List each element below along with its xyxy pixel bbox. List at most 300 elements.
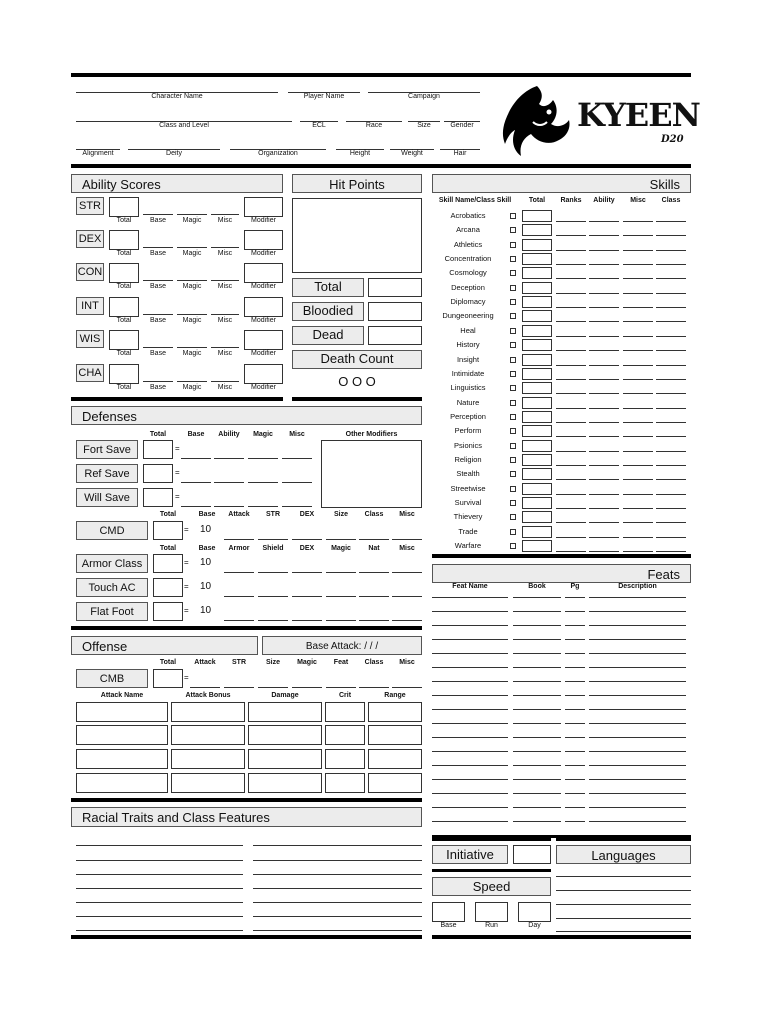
skill-religion-ranks[interactable] bbox=[556, 465, 586, 466]
feat-7-book[interactable] bbox=[513, 681, 561, 682]
attack-3-crit[interactable] bbox=[325, 749, 365, 769]
skill-diplomacy-misc[interactable] bbox=[623, 307, 653, 308]
attack-1-attack-bonus[interactable] bbox=[171, 702, 245, 722]
touch-ac-field-4[interactable] bbox=[359, 596, 389, 597]
skill-perception-class[interactable] bbox=[656, 422, 686, 423]
skill-streetwise-ability[interactable] bbox=[589, 494, 619, 495]
feat-11-book[interactable] bbox=[513, 737, 561, 738]
skill-nature-ability[interactable] bbox=[589, 408, 619, 409]
skill-religion-ability[interactable] bbox=[589, 465, 619, 466]
fort-save-ability[interactable] bbox=[214, 458, 244, 459]
skill-perception-ranks[interactable] bbox=[556, 422, 586, 423]
skill-diplomacy-ranks[interactable] bbox=[556, 307, 586, 308]
speed-run-input[interactable] bbox=[475, 902, 508, 922]
ability-str-modifier[interactable] bbox=[244, 197, 283, 217]
skill-insight-class-checkbox[interactable] bbox=[510, 357, 516, 363]
skill-history-ability[interactable] bbox=[589, 350, 619, 351]
skill-religion-total[interactable] bbox=[522, 454, 552, 466]
feat-13-pg[interactable] bbox=[565, 765, 585, 766]
ref-save-total[interactable] bbox=[143, 464, 173, 483]
ability-int-misc[interactable] bbox=[211, 314, 239, 315]
skill-intimidate-ability[interactable] bbox=[589, 379, 619, 380]
skill-linguistics-total[interactable] bbox=[522, 382, 552, 394]
feat-10-name[interactable] bbox=[432, 723, 508, 724]
feat-14-description[interactable] bbox=[589, 779, 686, 780]
skill-trade-class[interactable] bbox=[656, 537, 686, 538]
hp-dead-input[interactable] bbox=[368, 326, 422, 345]
skill-intimidate-ranks[interactable] bbox=[556, 379, 586, 380]
skill-perform-misc[interactable] bbox=[623, 436, 653, 437]
skill-trade-misc[interactable] bbox=[623, 537, 653, 538]
attack-3-attack-bonus[interactable] bbox=[171, 749, 245, 769]
speed-day-input[interactable] bbox=[518, 902, 551, 922]
cmd-field-0[interactable] bbox=[224, 539, 254, 540]
skill-linguistics-ranks[interactable] bbox=[556, 393, 586, 394]
attack-1-attack-name[interactable] bbox=[76, 702, 168, 722]
skill-survival-class-checkbox[interactable] bbox=[510, 500, 516, 506]
feat-12-description[interactable] bbox=[589, 751, 686, 752]
feat-8-book[interactable] bbox=[513, 695, 561, 696]
skill-acrobatics-ranks[interactable] bbox=[556, 221, 586, 222]
skill-insight-total[interactable] bbox=[522, 354, 552, 366]
ability-dex-magic[interactable] bbox=[177, 247, 207, 248]
racial-line-right-5[interactable] bbox=[253, 916, 422, 917]
skill-thievery-class[interactable] bbox=[656, 522, 686, 523]
skill-streetwise-ranks[interactable] bbox=[556, 494, 586, 495]
feat-15-pg[interactable] bbox=[565, 793, 585, 794]
skill-nature-class-checkbox[interactable] bbox=[510, 400, 516, 406]
attack-1-range[interactable] bbox=[368, 702, 422, 722]
skill-acrobatics-total[interactable] bbox=[522, 210, 552, 222]
feat-1-description[interactable] bbox=[589, 597, 686, 598]
feat-15-name[interactable] bbox=[432, 793, 508, 794]
feat-2-description[interactable] bbox=[589, 611, 686, 612]
skill-nature-ranks[interactable] bbox=[556, 408, 586, 409]
skill-insight-misc[interactable] bbox=[623, 365, 653, 366]
skill-survival-class[interactable] bbox=[656, 508, 686, 509]
ability-wis-magic[interactable] bbox=[177, 347, 207, 348]
fort-save-total[interactable] bbox=[143, 440, 173, 459]
skill-athletics-ranks[interactable] bbox=[556, 250, 586, 251]
armor-class-total[interactable] bbox=[153, 554, 183, 573]
skill-nature-total[interactable] bbox=[522, 397, 552, 409]
attack-4-range[interactable] bbox=[368, 773, 422, 793]
language-line-2[interactable] bbox=[556, 890, 691, 891]
skill-warfare-class-checkbox[interactable] bbox=[510, 543, 516, 549]
ability-cha-modifier[interactable] bbox=[244, 364, 283, 384]
skill-athletics-total[interactable] bbox=[522, 239, 552, 251]
touch-ac-field-2[interactable] bbox=[292, 596, 322, 597]
feat-15-book[interactable] bbox=[513, 793, 561, 794]
flat-foot-field-4[interactable] bbox=[359, 620, 389, 621]
attack-4-attack-bonus[interactable] bbox=[171, 773, 245, 793]
skill-perception-class-checkbox[interactable] bbox=[510, 414, 516, 420]
skill-perform-total[interactable] bbox=[522, 425, 552, 437]
skill-psionics-misc[interactable] bbox=[623, 451, 653, 452]
feat-14-name[interactable] bbox=[432, 779, 508, 780]
skill-thievery-class-checkbox[interactable] bbox=[510, 514, 516, 520]
skill-perform-class-checkbox[interactable] bbox=[510, 428, 516, 434]
will-save-total[interactable] bbox=[143, 488, 173, 507]
skill-perception-ability[interactable] bbox=[589, 422, 619, 423]
attack-3-range[interactable] bbox=[368, 749, 422, 769]
skill-dungeoneering-class-checkbox[interactable] bbox=[510, 313, 516, 319]
racial-line-left-1[interactable] bbox=[76, 860, 243, 861]
ability-cha-misc[interactable] bbox=[211, 381, 239, 382]
skill-stealth-ability[interactable] bbox=[589, 479, 619, 480]
skill-streetwise-total[interactable] bbox=[522, 483, 552, 495]
ability-int-modifier[interactable] bbox=[244, 297, 283, 317]
skill-streetwise-misc[interactable] bbox=[623, 494, 653, 495]
skill-intimidate-misc[interactable] bbox=[623, 379, 653, 380]
language-line-3[interactable] bbox=[556, 904, 691, 905]
skill-warfare-total[interactable] bbox=[522, 540, 552, 552]
skill-diplomacy-class[interactable] bbox=[656, 307, 686, 308]
attack-2-range[interactable] bbox=[368, 725, 422, 745]
skill-intimidate-class[interactable] bbox=[656, 379, 686, 380]
feat-1-name[interactable] bbox=[432, 597, 508, 598]
racial-line-right-4[interactable] bbox=[253, 902, 422, 903]
skill-dungeoneering-misc[interactable] bbox=[623, 321, 653, 322]
feat-10-description[interactable] bbox=[589, 723, 686, 724]
skill-stealth-ranks[interactable] bbox=[556, 479, 586, 480]
feat-12-name[interactable] bbox=[432, 751, 508, 752]
feat-17-book[interactable] bbox=[513, 821, 561, 822]
skill-deception-total[interactable] bbox=[522, 282, 552, 294]
skill-thievery-misc[interactable] bbox=[623, 522, 653, 523]
flat-foot-field-2[interactable] bbox=[292, 620, 322, 621]
skill-religion-misc[interactable] bbox=[623, 465, 653, 466]
ability-int-total[interactable] bbox=[109, 297, 139, 317]
feat-12-book[interactable] bbox=[513, 751, 561, 752]
ability-dex-misc[interactable] bbox=[211, 247, 239, 248]
feat-3-pg[interactable] bbox=[565, 625, 585, 626]
skill-trade-ability[interactable] bbox=[589, 537, 619, 538]
racial-line-left-2[interactable] bbox=[76, 874, 243, 875]
cmd-field-5[interactable] bbox=[392, 539, 422, 540]
skill-diplomacy-total[interactable] bbox=[522, 296, 552, 308]
skill-acrobatics-ability[interactable] bbox=[589, 221, 619, 222]
armor-class-field-4[interactable] bbox=[359, 572, 389, 573]
skill-nature-class[interactable] bbox=[656, 408, 686, 409]
attack-2-damage[interactable] bbox=[248, 725, 322, 745]
ability-con-total[interactable] bbox=[109, 263, 139, 283]
skill-insight-ability[interactable] bbox=[589, 365, 619, 366]
touch-ac-field-5[interactable] bbox=[392, 596, 422, 597]
will-save-misc[interactable] bbox=[282, 506, 312, 507]
feat-15-description[interactable] bbox=[589, 793, 686, 794]
hp-total-input[interactable] bbox=[368, 278, 422, 297]
skill-concentration-misc[interactable] bbox=[623, 264, 653, 265]
flat-foot-field-5[interactable] bbox=[392, 620, 422, 621]
language-line-4[interactable] bbox=[556, 918, 691, 919]
hit-points-box[interactable] bbox=[292, 198, 422, 273]
feat-7-pg[interactable] bbox=[565, 681, 585, 682]
skill-heal-ability[interactable] bbox=[589, 336, 619, 337]
feat-5-pg[interactable] bbox=[565, 653, 585, 654]
skill-linguistics-misc[interactable] bbox=[623, 393, 653, 394]
ability-int-magic[interactable] bbox=[177, 314, 207, 315]
feat-6-pg[interactable] bbox=[565, 667, 585, 668]
skill-linguistics-class-checkbox[interactable] bbox=[510, 385, 516, 391]
skill-dungeoneering-ability[interactable] bbox=[589, 321, 619, 322]
armor-class-field-5[interactable] bbox=[392, 572, 422, 573]
feat-13-book[interactable] bbox=[513, 765, 561, 766]
attack-4-damage[interactable] bbox=[248, 773, 322, 793]
skill-stealth-class-checkbox[interactable] bbox=[510, 471, 516, 477]
skill-acrobatics-class-checkbox[interactable] bbox=[510, 213, 516, 219]
skill-deception-ranks[interactable] bbox=[556, 293, 586, 294]
skill-stealth-total[interactable] bbox=[522, 468, 552, 480]
fort-save-magic[interactable] bbox=[248, 458, 278, 459]
skill-deception-class[interactable] bbox=[656, 293, 686, 294]
skill-heal-class[interactable] bbox=[656, 336, 686, 337]
skill-arcana-ability[interactable] bbox=[589, 235, 619, 236]
skill-thievery-total[interactable] bbox=[522, 511, 552, 523]
feat-6-book[interactable] bbox=[513, 667, 561, 668]
skill-concentration-total[interactable] bbox=[522, 253, 552, 265]
skill-perception-misc[interactable] bbox=[623, 422, 653, 423]
feat-10-pg[interactable] bbox=[565, 723, 585, 724]
skill-arcana-misc[interactable] bbox=[623, 235, 653, 236]
skill-trade-total[interactable] bbox=[522, 526, 552, 538]
feat-5-book[interactable] bbox=[513, 653, 561, 654]
ability-int-base[interactable] bbox=[143, 314, 173, 315]
skill-arcana-ranks[interactable] bbox=[556, 235, 586, 236]
hp-bloodied-input[interactable] bbox=[368, 302, 422, 321]
skill-history-class-checkbox[interactable] bbox=[510, 342, 516, 348]
initiative-input[interactable] bbox=[513, 845, 551, 864]
skill-psionics-ability[interactable] bbox=[589, 451, 619, 452]
skill-concentration-ability[interactable] bbox=[589, 264, 619, 265]
racial-line-left-4[interactable] bbox=[76, 902, 243, 903]
skill-trade-ranks[interactable] bbox=[556, 537, 586, 538]
ability-con-magic[interactable] bbox=[177, 280, 207, 281]
skill-nature-misc[interactable] bbox=[623, 408, 653, 409]
feat-10-book[interactable] bbox=[513, 723, 561, 724]
feat-8-pg[interactable] bbox=[565, 695, 585, 696]
feat-12-pg[interactable] bbox=[565, 751, 585, 752]
skill-survival-misc[interactable] bbox=[623, 508, 653, 509]
ability-con-base[interactable] bbox=[143, 280, 173, 281]
cmd-field-4[interactable] bbox=[359, 539, 389, 540]
skill-religion-class[interactable] bbox=[656, 465, 686, 466]
skill-concentration-class[interactable] bbox=[656, 264, 686, 265]
cmb-field-5[interactable] bbox=[359, 687, 389, 688]
skill-cosmology-misc[interactable] bbox=[623, 278, 653, 279]
will-save-magic[interactable] bbox=[248, 506, 278, 507]
skill-cosmology-total[interactable] bbox=[522, 267, 552, 279]
skill-history-total[interactable] bbox=[522, 339, 552, 351]
skill-intimidate-total[interactable] bbox=[522, 368, 552, 380]
skill-dungeoneering-total[interactable] bbox=[522, 310, 552, 322]
armor-class-field-0[interactable] bbox=[224, 572, 254, 573]
skill-warfare-misc[interactable] bbox=[623, 551, 653, 552]
racial-line-right-1[interactable] bbox=[253, 860, 422, 861]
attack-4-crit[interactable] bbox=[325, 773, 365, 793]
skill-arcana-class[interactable] bbox=[656, 235, 686, 236]
ability-wis-total[interactable] bbox=[109, 330, 139, 350]
skill-perform-ability[interactable] bbox=[589, 436, 619, 437]
skill-cosmology-ability[interactable] bbox=[589, 278, 619, 279]
skill-religion-class-checkbox[interactable] bbox=[510, 457, 516, 463]
ability-con-modifier[interactable] bbox=[244, 263, 283, 283]
skill-heal-ranks[interactable] bbox=[556, 336, 586, 337]
attack-3-damage[interactable] bbox=[248, 749, 322, 769]
skill-survival-ranks[interactable] bbox=[556, 508, 586, 509]
cmd-field-3[interactable] bbox=[326, 539, 356, 540]
touch-ac-field-0[interactable] bbox=[224, 596, 254, 597]
ability-cha-total[interactable] bbox=[109, 364, 139, 384]
racial-line-right-6[interactable] bbox=[253, 930, 422, 931]
skill-heal-total[interactable] bbox=[522, 325, 552, 337]
feat-16-book[interactable] bbox=[513, 807, 561, 808]
ability-dex-base[interactable] bbox=[143, 247, 173, 248]
skill-athletics-misc[interactable] bbox=[623, 250, 653, 251]
ability-str-misc[interactable] bbox=[211, 214, 239, 215]
skill-thievery-ability[interactable] bbox=[589, 522, 619, 523]
touch-ac-total[interactable] bbox=[153, 578, 183, 597]
ability-str-total[interactable] bbox=[109, 197, 139, 217]
cmb-field-2[interactable] bbox=[258, 687, 288, 688]
feat-4-name[interactable] bbox=[432, 639, 508, 640]
skill-deception-class-checkbox[interactable] bbox=[510, 285, 516, 291]
feat-8-description[interactable] bbox=[589, 695, 686, 696]
feat-16-pg[interactable] bbox=[565, 807, 585, 808]
fort-save-misc[interactable] bbox=[282, 458, 312, 459]
feat-11-pg[interactable] bbox=[565, 737, 585, 738]
skill-streetwise-class-checkbox[interactable] bbox=[510, 486, 516, 492]
skill-athletics-ability[interactable] bbox=[589, 250, 619, 251]
feat-9-name[interactable] bbox=[432, 709, 508, 710]
skill-psionics-total[interactable] bbox=[522, 440, 552, 452]
cmb-total[interactable] bbox=[153, 669, 183, 688]
feat-13-description[interactable] bbox=[589, 765, 686, 766]
ability-con-misc[interactable] bbox=[211, 280, 239, 281]
skill-stealth-misc[interactable] bbox=[623, 479, 653, 480]
cmb-field-0[interactable] bbox=[190, 687, 220, 688]
attack-2-crit[interactable] bbox=[325, 725, 365, 745]
feat-14-pg[interactable] bbox=[565, 779, 585, 780]
language-line-1[interactable] bbox=[556, 876, 691, 877]
ref-save-magic[interactable] bbox=[248, 482, 278, 483]
touch-ac-field-1[interactable] bbox=[258, 596, 288, 597]
feat-1-book[interactable] bbox=[513, 597, 561, 598]
feat-16-name[interactable] bbox=[432, 807, 508, 808]
feat-4-book[interactable] bbox=[513, 639, 561, 640]
feat-11-name[interactable] bbox=[432, 737, 508, 738]
ref-save-base[interactable] bbox=[181, 482, 211, 483]
skill-trade-class-checkbox[interactable] bbox=[510, 529, 516, 535]
feat-17-pg[interactable] bbox=[565, 821, 585, 822]
base-attack-header[interactable]: Base Attack: / / / bbox=[262, 636, 422, 655]
skill-warfare-ranks[interactable] bbox=[556, 551, 586, 552]
feat-2-name[interactable] bbox=[432, 611, 508, 612]
will-save-ability[interactable] bbox=[214, 506, 244, 507]
cmb-field-3[interactable] bbox=[292, 687, 322, 688]
feat-5-description[interactable] bbox=[589, 653, 686, 654]
ability-dex-total[interactable] bbox=[109, 230, 139, 250]
attack-1-damage[interactable] bbox=[248, 702, 322, 722]
racial-line-right-0[interactable] bbox=[253, 845, 422, 846]
cmb-field-4[interactable] bbox=[326, 687, 356, 688]
skill-heal-class-checkbox[interactable] bbox=[510, 328, 516, 334]
other-modifiers-box[interactable] bbox=[321, 440, 422, 508]
skill-arcana-total[interactable] bbox=[522, 224, 552, 236]
attack-2-attack-bonus[interactable] bbox=[171, 725, 245, 745]
skill-perform-ranks[interactable] bbox=[556, 436, 586, 437]
cmd-total[interactable] bbox=[153, 521, 183, 540]
skill-history-misc[interactable] bbox=[623, 350, 653, 351]
racial-line-right-3[interactable] bbox=[253, 888, 422, 889]
ability-dex-modifier[interactable] bbox=[244, 230, 283, 250]
skill-concentration-class-checkbox[interactable] bbox=[510, 256, 516, 262]
skill-history-ranks[interactable] bbox=[556, 350, 586, 351]
feat-9-description[interactable] bbox=[589, 709, 686, 710]
feat-16-description[interactable] bbox=[589, 807, 686, 808]
skill-warfare-class[interactable] bbox=[656, 551, 686, 552]
skill-insight-ranks[interactable] bbox=[556, 365, 586, 366]
skill-cosmology-class[interactable] bbox=[656, 278, 686, 279]
skill-perception-total[interactable] bbox=[522, 411, 552, 423]
attack-4-attack-name[interactable] bbox=[76, 773, 168, 793]
feat-3-description[interactable] bbox=[589, 625, 686, 626]
racial-line-left-3[interactable] bbox=[76, 888, 243, 889]
death-count-circles[interactable]: O O O bbox=[338, 374, 376, 389]
feat-8-name[interactable] bbox=[432, 695, 508, 696]
feat-3-book[interactable] bbox=[513, 625, 561, 626]
skill-history-class[interactable] bbox=[656, 350, 686, 351]
racial-line-left-6[interactable] bbox=[76, 930, 243, 931]
fort-save-base[interactable] bbox=[181, 458, 211, 459]
skill-cosmology-ranks[interactable] bbox=[556, 278, 586, 279]
ability-wis-modifier[interactable] bbox=[244, 330, 283, 350]
language-line-5[interactable] bbox=[556, 931, 691, 932]
feat-11-description[interactable] bbox=[589, 737, 686, 738]
skill-linguistics-ability[interactable] bbox=[589, 393, 619, 394]
skill-acrobatics-misc[interactable] bbox=[623, 221, 653, 222]
feat-3-name[interactable] bbox=[432, 625, 508, 626]
racial-line-right-2[interactable] bbox=[253, 874, 422, 875]
cmd-field-2[interactable] bbox=[292, 539, 322, 540]
skill-linguistics-class[interactable] bbox=[656, 393, 686, 394]
skill-perform-class[interactable] bbox=[656, 436, 686, 437]
attack-1-crit[interactable] bbox=[325, 702, 365, 722]
feat-4-pg[interactable] bbox=[565, 639, 585, 640]
flat-foot-field-0[interactable] bbox=[224, 620, 254, 621]
feat-7-name[interactable] bbox=[432, 681, 508, 682]
skill-diplomacy-class-checkbox[interactable] bbox=[510, 299, 516, 305]
armor-class-field-3[interactable] bbox=[326, 572, 356, 573]
skill-dungeoneering-class[interactable] bbox=[656, 321, 686, 322]
feat-9-book[interactable] bbox=[513, 709, 561, 710]
skill-heal-misc[interactable] bbox=[623, 336, 653, 337]
feat-5-name[interactable] bbox=[432, 653, 508, 654]
skill-psionics-class[interactable] bbox=[656, 451, 686, 452]
speed-base-input[interactable] bbox=[432, 902, 465, 922]
ability-wis-misc[interactable] bbox=[211, 347, 239, 348]
skill-psionics-ranks[interactable] bbox=[556, 451, 586, 452]
ref-save-ability[interactable] bbox=[214, 482, 244, 483]
cmd-field-1[interactable] bbox=[258, 539, 288, 540]
feat-2-pg[interactable] bbox=[565, 611, 585, 612]
skill-stealth-class[interactable] bbox=[656, 479, 686, 480]
attack-2-attack-name[interactable] bbox=[76, 725, 168, 745]
cmb-field-1[interactable] bbox=[224, 687, 254, 688]
ability-wis-base[interactable] bbox=[143, 347, 173, 348]
skill-cosmology-class-checkbox[interactable] bbox=[510, 270, 516, 276]
racial-line-left-5[interactable] bbox=[76, 916, 243, 917]
